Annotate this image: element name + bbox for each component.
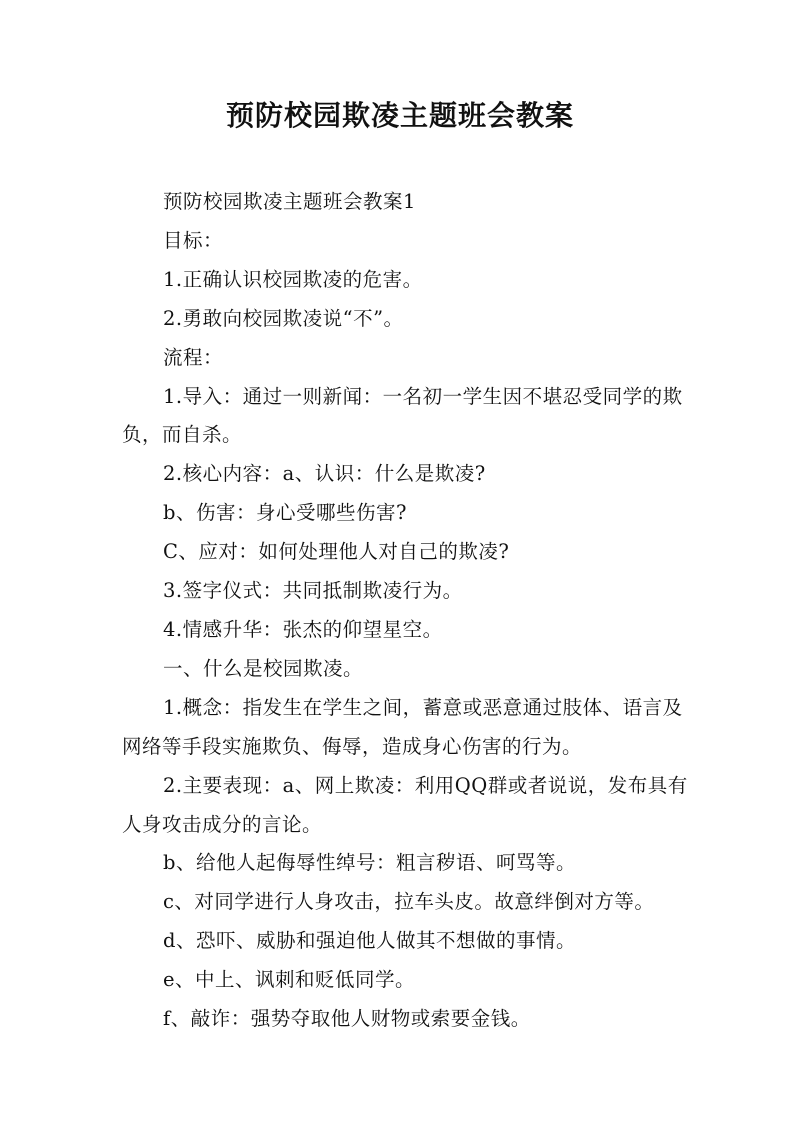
paragraph-concept: 1.概念：指发生在学生之间，蓄意或恶意通过肢体、语言及网络等手段实施欺负、侮辱，造成身心伤害的行为。 — [122, 695, 683, 758]
paragraph-process-label: 流程： — [163, 345, 224, 369]
paragraph-goals-label: 目标： — [163, 228, 224, 252]
paragraph-item-e: e、中上、讽刺和贬低同学。 — [163, 968, 416, 992]
paragraph-section-1: 一、什么是校园欺凌。 — [163, 656, 364, 680]
paragraph-item-d: d、恐吓、威胁和强迫他人做其不想做的事情。 — [163, 929, 576, 953]
paragraph-item-f: f、敲诈：强势夺取他人财物或索要金钱。 — [163, 1007, 531, 1031]
paragraph-lesson-heading: 预防校园欺凌主题班会教案1 — [163, 190, 416, 213]
paragraph-goal-2: 2.勇敢向校园欺凌说“不”。 — [163, 306, 404, 330]
paragraph-item-c: c、对同学进行人身攻击，拉车头皮。故意绊倒对方等。 — [163, 890, 655, 914]
paragraph-step-2: 2.核心内容：a、认识：什么是欺凌? — [163, 462, 486, 486]
document-body — [122, 183, 692, 1039]
document-title: 预防校园欺凌主题班会教案 — [225, 99, 574, 132]
paragraph-step-2c: C、应对：如何处理他人对自己的欺凌? — [163, 540, 510, 564]
paragraph-item-b: b、给他人起侮辱性绰号：粗言秽语、呵骂等。 — [163, 851, 576, 875]
paragraph-step-3: 3.签字仪式：共同抵制欺凌行为。 — [163, 579, 463, 603]
paragraph-step-4: 4.情感升华：张杰的仰望星空。 — [163, 617, 443, 641]
paragraph-goal-1: 1.正确认识校园欺凌的危害。 — [163, 267, 423, 291]
paragraph-step-2b: b、伤害：身心受哪些伤害? — [163, 501, 407, 525]
paragraph-step-1: 1.导入：通过一则新闻：一名初一学生因不堪忍受同学的欺负，而自杀。 — [122, 384, 683, 447]
paragraph-manifestations: 2.主要表现：a、网上欺凌：利用QQ群或者说说，发布具有人身攻击成分的言论。 — [122, 773, 688, 836]
